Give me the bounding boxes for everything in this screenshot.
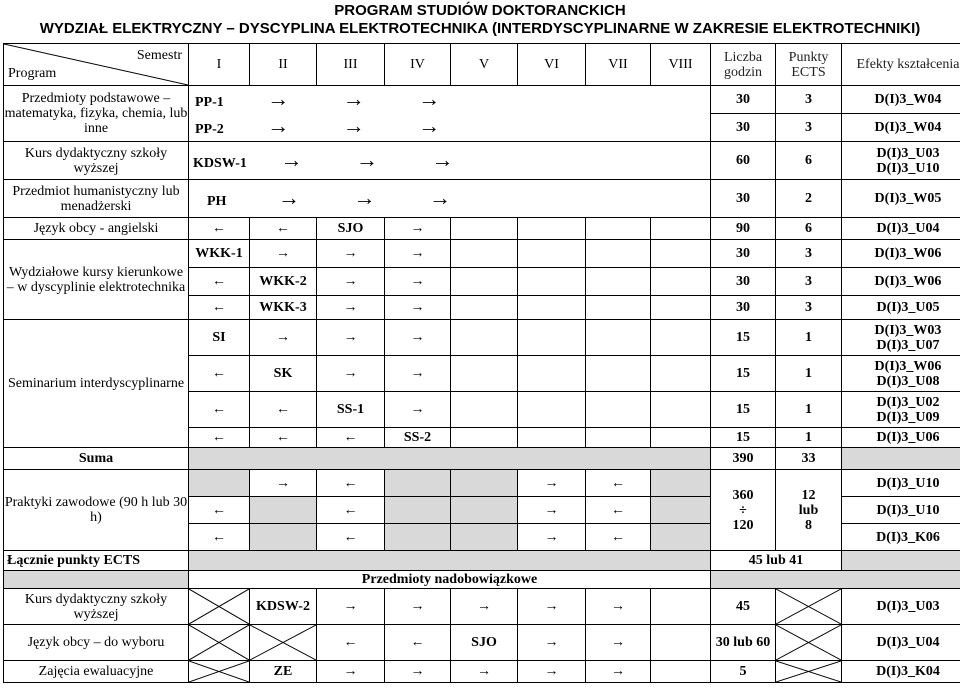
table-row [4, 589, 960, 625]
arrow-right-icon: → [342, 85, 365, 111]
ze-hours: 5 [711, 661, 776, 683]
arrow-right-icon: → [385, 589, 451, 625]
nadob-gray [4, 571, 189, 589]
pp2-hours: 30 [711, 114, 776, 142]
ss1-effect-2: D(I)3_U09 [876, 409, 940, 425]
kdsw2-ects-crossed [776, 589, 842, 625]
table-row [4, 218, 960, 240]
semester-8: VIII [651, 44, 711, 86]
arrow-right-icon: → [518, 470, 586, 497]
kdsw2-hours: 45 [711, 589, 776, 625]
header-corner [4, 44, 189, 86]
arrow-left-icon: ← [189, 296, 250, 320]
sk-code: SK [250, 356, 317, 392]
arrow-right-icon: → [518, 497, 586, 524]
arrow-right-icon: → [385, 661, 451, 683]
pz-gray-cell [250, 497, 317, 524]
row-label-praktyki: Praktyki zawodowe (90 h lub 30 h) [4, 470, 189, 551]
wkk3-ects: 3 [776, 296, 842, 320]
table-row [4, 448, 960, 470]
kdsw1-effects [842, 142, 960, 180]
suma-hours: 390 [711, 448, 776, 470]
si-effect-1: D(I)3_W03 [874, 322, 942, 338]
arrow-right-icon: → [451, 589, 518, 625]
sk-hours: 15 [711, 356, 776, 392]
kdsw2-code: KDSW-2 [250, 589, 317, 625]
kdsw1-effect-2: D(I)3_U10 [876, 160, 940, 176]
pp1-ects: 3 [776, 86, 842, 114]
ze-ects-crossed [776, 661, 842, 683]
table-row [4, 86, 960, 114]
ss1-code: SS-1 [317, 392, 385, 428]
arrow-right-icon: → [428, 184, 451, 210]
semester-1: I [189, 44, 250, 86]
kdsw2-crossed-cell [189, 589, 250, 625]
arrow-right-icon: → [418, 113, 441, 139]
pz-hours [711, 470, 776, 551]
pz-hours-2: 120 [732, 517, 754, 533]
ss1-effects [842, 392, 960, 428]
arrow-right-icon: → [342, 113, 365, 139]
sk-effects [842, 356, 960, 392]
suma-label: Suma [4, 448, 189, 470]
si-effect-2: D(I)3_U07 [876, 337, 940, 353]
wkk1-ects: 3 [776, 240, 842, 268]
jow-crossed-cell [189, 625, 250, 661]
arrow-right-icon: → [267, 113, 290, 139]
arrow-left-icon: ← [189, 392, 250, 428]
pp1-hours: 30 [711, 86, 776, 114]
pp1-effects: D(I)3_W04 [842, 86, 960, 114]
pp2-code: PP-2 [195, 122, 224, 138]
arrow-left-icon: ← [317, 428, 385, 448]
ph-hours: 30 [711, 180, 776, 218]
ph-timeline [189, 180, 711, 218]
row-label-jo: Język obcy - angielski [4, 218, 189, 240]
kdsw2-effects: D(I)3_U03 [842, 589, 960, 625]
row-label-ph: Przedmiot humanistyczny lub menadżerski [4, 180, 189, 218]
wkk3-hours: 30 [711, 296, 776, 320]
jo-ects: 6 [776, 218, 842, 240]
arrow-right-icon: → [385, 268, 451, 296]
wkk1-effects: D(I)3_W06 [842, 240, 960, 268]
si-ects: 1 [776, 320, 842, 356]
nadob-gray-right [711, 571, 960, 589]
arrow-left-icon: ← [250, 428, 317, 448]
arrow-left-icon: ← [189, 268, 250, 296]
arrow-right-icon: → [317, 296, 385, 320]
jo-code: SJO [317, 218, 385, 240]
semester-7: VII [586, 44, 651, 86]
semester-2: II [250, 44, 317, 86]
row-label-seminar: Seminarium interdyscyplinarne [4, 320, 189, 448]
pz-gray-cell [385, 497, 451, 524]
table-row [4, 625, 960, 661]
si-code: SI [189, 320, 250, 356]
kdsw1-ects: 6 [776, 142, 842, 180]
arrow-right-icon: → [317, 268, 385, 296]
arrow-left-icon: ← [250, 392, 317, 428]
ze-effects: D(I)3_K04 [842, 661, 960, 683]
header-ects: Punkty ECTS [776, 44, 842, 86]
pz-gray-cell [651, 524, 711, 551]
jo-hours: 90 [711, 218, 776, 240]
si-effects [842, 320, 960, 356]
arrow-right-icon: → [317, 661, 385, 683]
header-hours: Liczba godzin [711, 44, 776, 86]
arrow-right-icon: → [355, 146, 378, 172]
arrow-left-icon: ← [189, 428, 250, 448]
total-effects-gray [842, 551, 960, 571]
total-label: Łącznie punkty ECTS [4, 551, 189, 571]
row-label-wkk: Wydziałowe kursy kierunkowe – w dyscyplinie elektrotechnika [4, 240, 189, 320]
arrow-left-icon: ← [317, 470, 385, 497]
ph-effects: D(I)3_W05 [842, 180, 960, 218]
jow-ects-crossed [776, 625, 842, 661]
row-label-jow: Język obcy – do wyboru [4, 625, 189, 661]
arrow-right-icon: → [317, 589, 385, 625]
pz-ects-1: 12 [801, 487, 816, 503]
row-label-kdsw2: Kurs dydaktyczny szkoły wyższej [4, 589, 189, 625]
ze-crossed-cell [189, 661, 250, 683]
semester-3: III [317, 44, 385, 86]
program-table [3, 43, 960, 683]
table-row [4, 240, 960, 268]
pz-gray-cell [651, 470, 711, 497]
sk-ects: 1 [776, 356, 842, 392]
kdsw1-code: KDSW-1 [193, 155, 247, 171]
table-row [4, 142, 960, 180]
total-value: 45 lub 41 [711, 551, 842, 571]
arrow-right-icon: → [280, 146, 303, 172]
pp1-timeline [189, 86, 711, 114]
semester-5: V [451, 44, 518, 86]
pz-ects-3: 8 [805, 517, 812, 533]
si-hours: 15 [711, 320, 776, 356]
pz-ects-2: lub [798, 502, 819, 518]
ss2-code: SS-2 [385, 428, 451, 448]
wkk3-code: WKK-3 [250, 296, 317, 320]
semester-4: IV [385, 44, 451, 86]
arrow-left-icon: ← [189, 218, 250, 240]
wkk2-hours: 30 [711, 268, 776, 296]
arrow-right-icon: → [250, 240, 317, 268]
arrow-left-icon: ← [317, 497, 385, 524]
wkk1-hours: 30 [711, 240, 776, 268]
ss1-hours: 15 [711, 392, 776, 428]
arrow-right-icon: → [586, 661, 651, 683]
jow-crossed-cell [250, 625, 317, 661]
document-title: PROGRAM STUDIÓW DOKTORANCKICH [334, 2, 626, 19]
arrow-right-icon: → [317, 356, 385, 392]
ss2-effects: D(I)3_U06 [842, 428, 960, 448]
arrow-left-icon: ← [317, 625, 385, 661]
sk-effect-2: D(I)3_U08 [876, 373, 940, 389]
arrow-right-icon: → [418, 85, 441, 111]
sk-effect-1: D(I)3_W06 [874, 358, 942, 374]
table-row [4, 571, 960, 589]
arrow-right-icon: → [431, 146, 454, 172]
pz-gray-cell [451, 524, 518, 551]
arrow-left-icon: ← [189, 497, 250, 524]
arrow-right-icon: → [267, 85, 290, 111]
pz-effect-1: D(I)3_U10 [842, 470, 960, 497]
pz-gray-cell [451, 497, 518, 524]
table-row [4, 661, 960, 683]
pp2-ects: 3 [776, 114, 842, 142]
ze-code: ZE [250, 661, 317, 683]
ss1-ects: 1 [776, 392, 842, 428]
pz-gray-cell [451, 470, 518, 497]
arrow-right-icon: → [277, 184, 300, 210]
arrow-right-icon: → [250, 470, 317, 497]
arrow-right-icon: → [250, 320, 317, 356]
pz-gray-cell [651, 497, 711, 524]
arrow-right-icon: → [385, 218, 451, 240]
arrow-left-icon: ← [250, 218, 317, 240]
pz-ects [776, 470, 842, 551]
header-row [4, 44, 960, 86]
row-label-pp: Przedmioty podstawowe – matematyka, fizyka, chemia, lub inne [4, 86, 189, 142]
pz-hours-1: 360 [732, 487, 754, 503]
wkk2-effects: D(I)3_W06 [842, 268, 960, 296]
pz-gray-cell [250, 524, 317, 551]
pz-gray-cell [385, 524, 451, 551]
arrow-right-icon: → [518, 661, 586, 683]
row-label-kdsw: Kurs dydaktyczny szkoły wyższej [4, 142, 189, 180]
pp2-timeline [189, 114, 711, 142]
arrow-left-icon: ← [189, 524, 250, 551]
suma-effects-gray [842, 448, 960, 470]
table-row [4, 470, 960, 497]
jow-hours: 30 lub 60 [711, 625, 776, 661]
row-label-ze: Zajęcia ewaluacyjne [4, 661, 189, 683]
suma-ects: 33 [776, 448, 842, 470]
arrow-left-icon: ← [317, 524, 385, 551]
arrow-left-icon: ← [385, 625, 451, 661]
arrow-right-icon: → [518, 589, 586, 625]
arrow-right-icon: → [451, 661, 518, 683]
pp1-code: PP-1 [195, 94, 224, 110]
ss2-hours: 15 [711, 428, 776, 448]
header-program: Program [8, 66, 57, 81]
arrow-right-icon: → [385, 356, 451, 392]
arrow-right-icon: → [385, 296, 451, 320]
arrow-left-icon: ← [586, 524, 651, 551]
table-row [4, 180, 960, 218]
ss1-effect-1: D(I)3_U02 [876, 394, 940, 410]
pz-effect-3: D(I)3_K06 [842, 524, 960, 551]
kdsw1-timeline [189, 142, 711, 180]
wkk2-ects: 3 [776, 268, 842, 296]
semester-6: VI [518, 44, 586, 86]
total-gray [189, 551, 711, 571]
arrow-left-icon: ← [586, 497, 651, 524]
pz-effect-2: D(I)3_U10 [842, 497, 960, 524]
kdsw1-hours: 60 [711, 142, 776, 180]
arrow-right-icon: → [518, 625, 586, 661]
pz-gray-cell [385, 470, 451, 497]
table-row [4, 551, 960, 571]
header-effects: Efekty kształcenia [842, 44, 960, 86]
arrow-right-icon: → [353, 184, 376, 210]
suma-gray [189, 448, 711, 470]
arrow-left-icon: ← [586, 470, 651, 497]
ph-ects: 2 [776, 180, 842, 218]
nadob-heading: Przedmioty nadobowiązkowe [189, 571, 711, 589]
arrow-right-icon: → [317, 320, 385, 356]
arrow-right-icon: → [317, 240, 385, 268]
arrow-right-icon: → [586, 589, 651, 625]
wkk3-effects: D(I)3_U05 [842, 296, 960, 320]
kdsw1-effect-1: D(I)3_U03 [876, 145, 940, 161]
wkk1-code: WKK-1 [189, 240, 250, 268]
header-semestr: Semestr [136, 48, 182, 63]
document-subtitle: WYDZIAŁ ELEKTRYCZNY – DYSCYPLINA ELEKTROTECHNIKA (INTERDYSCYPLINARNE W ZAKRESIE ELEKTROTECHNIKI) [39, 20, 921, 37]
pz-hours-div: ÷ [739, 502, 747, 518]
jo-effects: D(I)3_U04 [842, 218, 960, 240]
arrow-right-icon: → [518, 524, 586, 551]
arrow-right-icon: → [385, 240, 451, 268]
ph-code: PH [207, 193, 227, 209]
table-row [4, 320, 960, 356]
jow-effects: D(I)3_U04 [842, 625, 960, 661]
arrow-right-icon: → [385, 320, 451, 356]
pp2-effects: D(I)3_W04 [842, 114, 960, 142]
pz-gray-cell [189, 470, 250, 497]
arrow-left-icon: ← [189, 356, 250, 392]
arrow-right-icon: → [586, 625, 651, 661]
arrow-right-icon: → [385, 392, 451, 428]
jow-code: SJO [451, 625, 518, 661]
wkk2-code: WKK-2 [250, 268, 317, 296]
ss2-ects: 1 [776, 428, 842, 448]
